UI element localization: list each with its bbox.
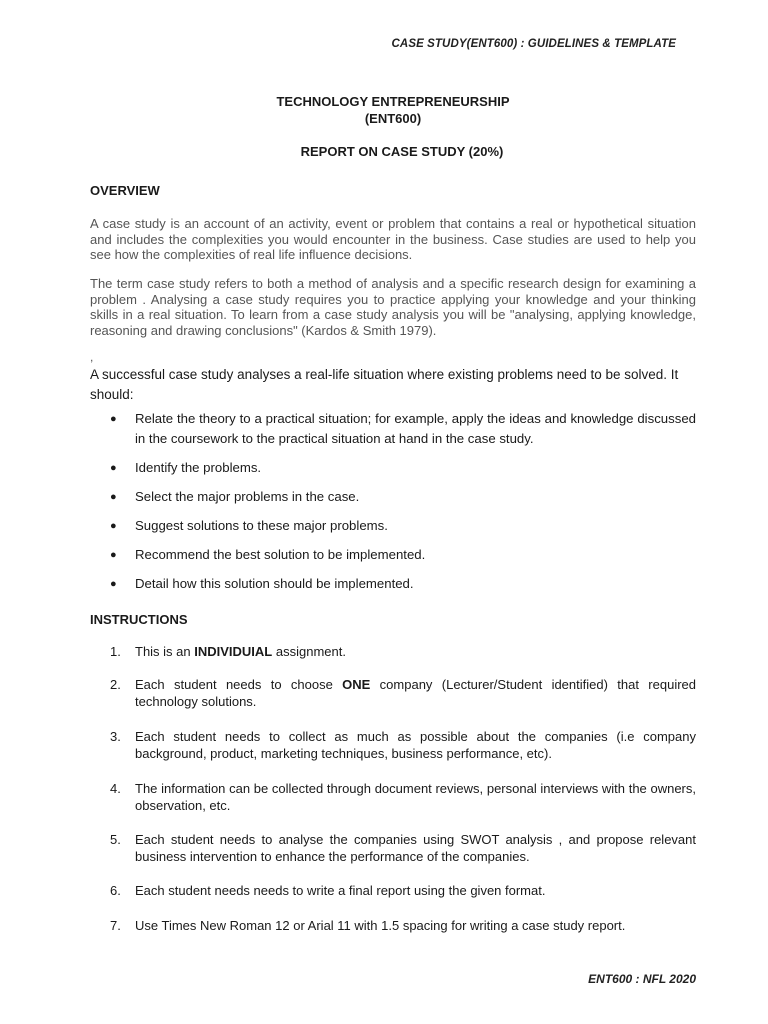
list-item: ● Identify the problems. <box>110 458 696 478</box>
title-block <box>0 93 768 127</box>
bullet-icon: ● <box>110 549 117 561</box>
course-code: (ENT600) <box>364 111 422 126</box>
overview-paragraph-1: A case study is an account of an activity, event or problem that contains a real or hypothetical situation and includes the complexities you would encounter in the business. Case studies are used to help you see how the complexities of real life influence decisions. <box>90 216 696 262</box>
bullet-icon: ● <box>110 462 117 474</box>
bullet-icon: ● <box>110 578 117 590</box>
list-item: 1. This is an INDIVIDUIAL assignment. <box>110 644 346 659</box>
list-item: 3. Each student needs to collect as much as possible about the companies (i.e company background, product, marketing techniques, business performance, etc). <box>110 729 696 761</box>
list-item: 4. The information can be collected through document reviews, personal interviews with the owners, observation, etc. <box>110 781 696 813</box>
course-title: TECHNOLOGY ENTREPRENEURSHIP <box>276 94 510 109</box>
bullet-icon: ● <box>110 413 117 425</box>
list-item: 5. Each student needs to analyse the companies using SWOT analysis , and propose relevant business intervention to enhance the performance of the companies. <box>110 832 696 864</box>
bullet-icon: ● <box>110 491 117 503</box>
list-item: 2. Each student needs to choose ONE company (Lecturer/Student identified) that required technology solutions. <box>110 677 696 709</box>
list-item: 7. Use Times New Roman 12 or Arial 11 with 1.5 spacing for writing a case study report. <box>110 918 626 933</box>
list-item: ● Recommend the best solution to be implemented. <box>110 545 696 565</box>
stray-comma: , <box>90 350 94 364</box>
list-item: ● Detail how this solution should be implemented. <box>110 574 696 594</box>
list-item: ● Relate the theory to a practical situation; for example, apply the ideas and knowledge discussed in the coursework to the practical situation at hand in the case study. <box>110 411 696 446</box>
overview-paragraph-3: A successful case study analyses a real-life situation where existing problems need to be solved. It should: <box>90 367 679 402</box>
list-item: ● Select the major problems in the case. <box>110 487 696 507</box>
instructions-heading: INSTRUCTIONS <box>90 612 188 627</box>
bullet-icon: ● <box>110 520 117 532</box>
page-footer: ENT600 : NFL 2020 <box>588 972 696 986</box>
report-title: REPORT ON CASE STUDY (20%) <box>300 144 504 159</box>
bullet-list <box>110 409 696 603</box>
list-item: ● Suggest solutions to these major problems. <box>110 516 696 536</box>
overview-heading: OVERVIEW <box>90 183 160 198</box>
running-header: CASE STUDY(ENT600) : GUIDELINES & TEMPLATE <box>391 38 676 50</box>
overview-paragraph-2: The term case study refers to both a method of analysis and a specific research design for examining a problem . Analysing a case study requires you to practice applying your knowledge and your thinking skills in a real situation. To learn from a case study analysis you will be "analysing, applying knowledge, reasoning and drawing conclusions" (Kardos & Smith 1979). <box>90 276 696 338</box>
list-item: 6. Each student needs needs to write a final report using the given format. <box>110 883 546 898</box>
